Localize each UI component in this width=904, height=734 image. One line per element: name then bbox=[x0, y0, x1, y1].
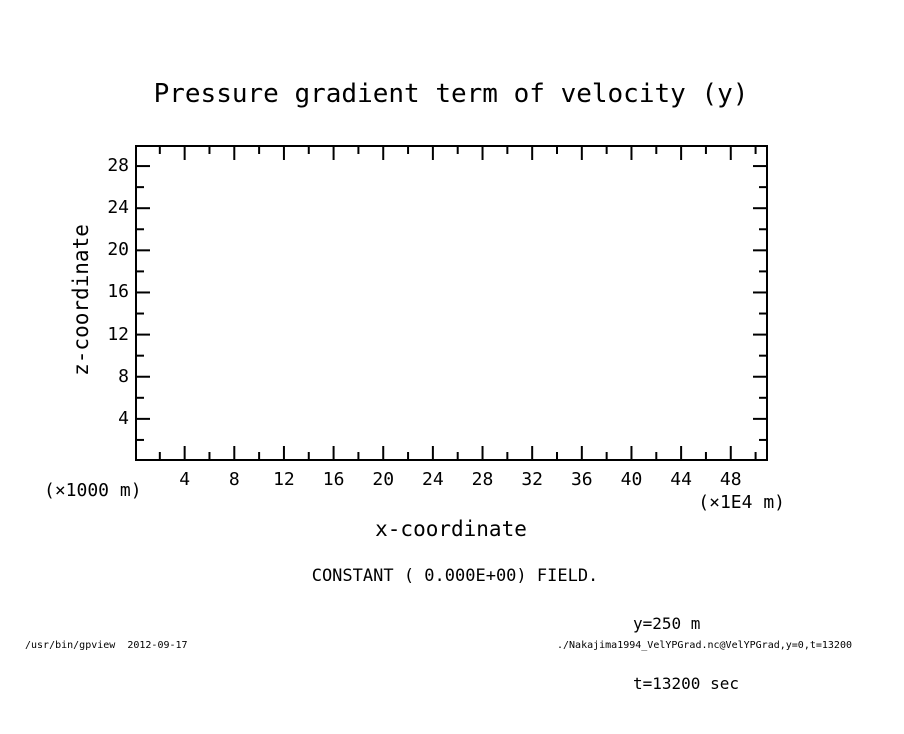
y-tick-label: 12 bbox=[107, 323, 129, 345]
x-axis-label: x-coordinate bbox=[375, 517, 527, 541]
x-tick-label: 24 bbox=[422, 469, 444, 490]
plot-title: Pressure gradient term of velocity (y) bbox=[153, 79, 749, 109]
y-tick-label: 4 bbox=[118, 407, 129, 429]
x-tick-label: 8 bbox=[228, 469, 240, 490]
constant-field-note: CONSTANT ( 0.000E+00) FIELD. bbox=[311, 566, 599, 586]
y-tick-label: 8 bbox=[118, 365, 129, 387]
x-axis-unit-note: (×1E4 m) bbox=[698, 492, 785, 513]
x-tick-label: 48 bbox=[719, 469, 742, 490]
slice-info-block bbox=[633, 574, 739, 734]
y-tick-label: 20 bbox=[107, 239, 129, 261]
x-tick-label: 40 bbox=[620, 469, 643, 490]
x-tick-label: 32 bbox=[521, 469, 544, 490]
slice-t-value: t=13200 sec bbox=[633, 674, 739, 693]
footer-command-text: /usr/bin/gpview 2012-09-17 bbox=[25, 640, 188, 651]
x-tick-label: 36 bbox=[570, 469, 593, 490]
x-tick-label: 44 bbox=[670, 469, 692, 490]
x-tick-label: 4 bbox=[179, 469, 191, 490]
y-axis-unit-note: (×1000 m) bbox=[44, 480, 142, 501]
slice-y-value: y=250 m bbox=[633, 614, 701, 633]
x-tick-label: 28 bbox=[471, 469, 494, 490]
y-tick-label: 16 bbox=[107, 281, 129, 303]
footer-datasource-text: ./Nakajima1994_VelYPGrad.nc@VelYPGrad,y=0,t=13200 bbox=[556, 640, 852, 651]
y-axis-label: z-coordinate bbox=[69, 224, 93, 376]
y-tick-label: 24 bbox=[107, 197, 129, 219]
y-tick-label: 28 bbox=[107, 155, 129, 177]
x-tick-label: 20 bbox=[372, 469, 395, 490]
x-tick-label: 12 bbox=[273, 469, 295, 490]
x-tick-label: 16 bbox=[322, 469, 345, 490]
